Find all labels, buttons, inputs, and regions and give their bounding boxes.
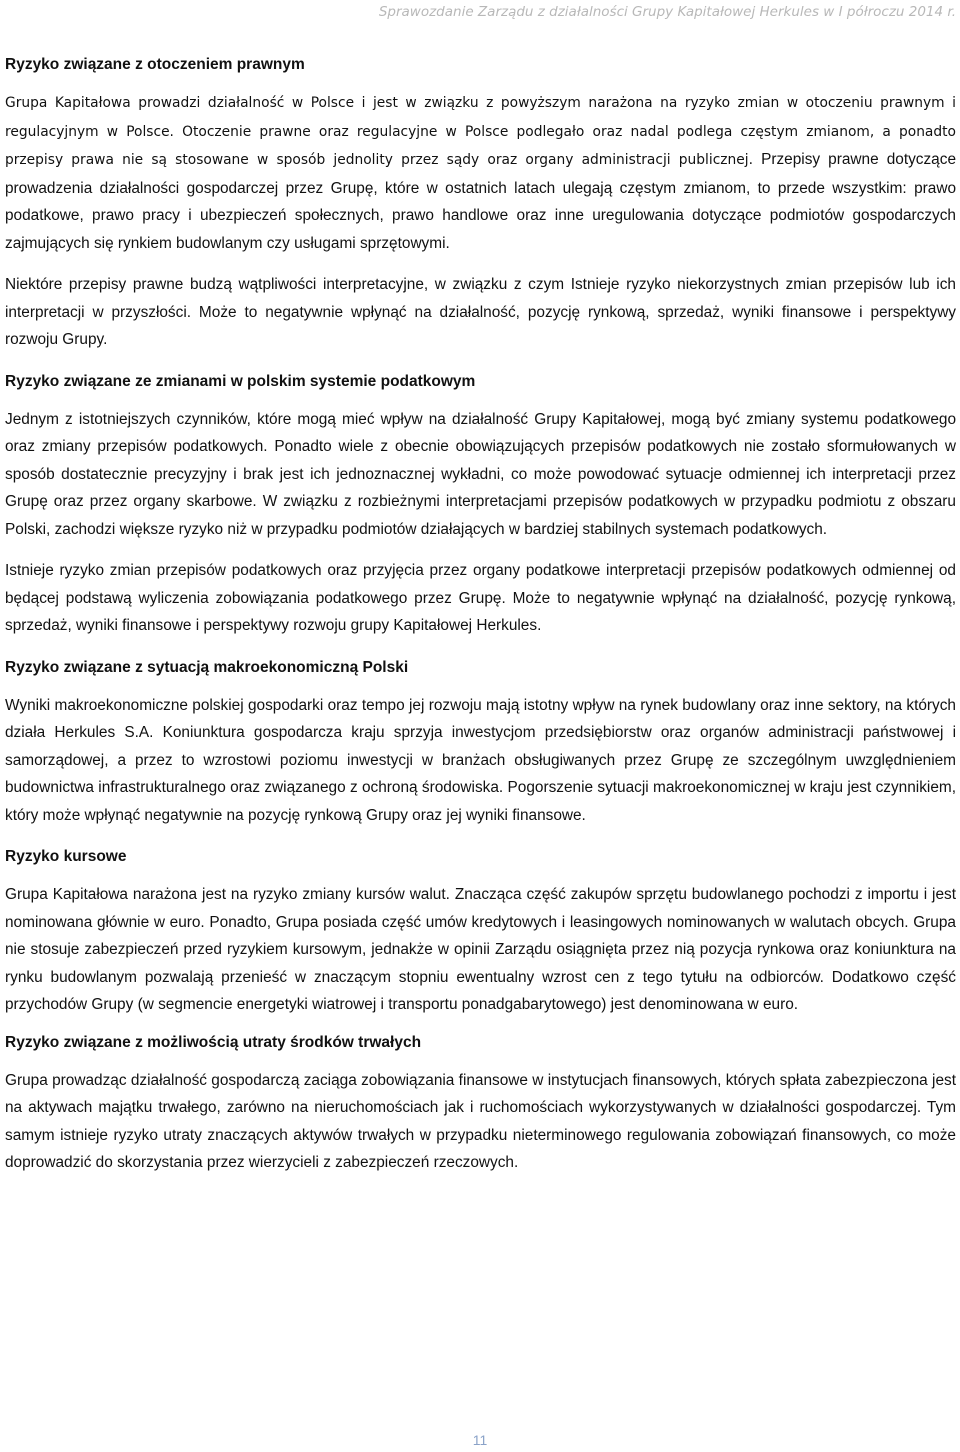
paragraph-macro-risk-1: Wyniki makroekonomiczne polskiej gospodarki oraz tempo jej rozwoju mają istotny wpływ na rynek budowlany oraz inne sektory, na których działa Herkules S.A. Koniunktura gospodarcza kraju sprzyja inwestycjom przedsiębiorstw oraz organów administracji państwowej i samorządowej, a przez to wzrostowi poziomu inwestycji w branżach obsługiwanych przez Grupę ze szczególnym uwzględnieniem budownictwa infrastrukturalnego oraz związanego z ochroną środowiska. Pogorszenie sytuacji makroekonomicznej w kraju jest czynnikiem, który może wpłynąć negatywnie na pozycję rynkową Grupy oraz jej wyniki finansowe. bbox=[5, 696, 956, 824]
paragraph-legal-risk-2: Niektóre przepisy prawne budzą wątpliwości interpretacyjne, w związku z czym Istnieje ryzyko niekorzystnych zmian przepisów lub ich interpretacji w przyszłości. Może to negatywnie wpłynąć na działalność, pozycję rynkową, sprzedaż, wyniki finansowe i perspektywy rozwoju Grupy. bbox=[5, 276, 956, 348]
paragraph-legal-risk-1-part2: Przepisy prawne dotyczące prowadzenia działalności gospodarczej przez Grupę, które w ostatnich latach ulegają częstym zmianom, to przede wszystkim: prawo podatkowe, prawo pracy i ubezpieczeń społecznych, prawo handlowe oraz inne uregulowania dotyczące podmiotów gospodarczych zajmujących się rynkiem budowlanym czy usługami sprzętowymi. bbox=[5, 151, 956, 252]
document-body bbox=[5, 55, 956, 1191]
paragraph-tax-risk-2: Istnieje ryzyko zmian przepisów podatkowych oraz przyjęcia przez organy podatkowe interpretacji przepisów podatkowych odmiennej od będącej podstawą wyliczenia zobowiązania podatkowego przez Grupę. Może to negatywnie wpłynąć na działalność, pozycję rynkową, sprzedaż, wyniki finansowe i perspektywy rozwoju grupy Kapitałowej Herkules. bbox=[5, 562, 956, 634]
page-number: 11 bbox=[472, 1432, 488, 1448]
paragraph-fx-risk-1: Grupa Kapitałowa narażona jest na ryzyko zmiany kursów walut. Znacząca część zakupów sprzętu budowlanego pochodzi z importu i jest nominowana głównie w euro. Ponadto, Grupa posiada część umów kredytowych i leasingowych nominowanych w walutach obcych. Grupa nie stosuje zabezpieczeń przed ryzykiem kursowym, jednakże w opinii Zarządu osiągnięta przez nią pozycja rynkowa oraz koniunktura na rynku budowlanym pozwalają przenieść w znaczącym stopniu ewentualny wzrost cen z tego tytułu na odbiorców. Dodatkowo część przychodów Grupy (w segmencie energetyki wiatrowej i transportu ponadgabarytowego) jest denominowana w euro. bbox=[5, 886, 956, 1013]
paragraph-fixed-assets-risk-1: Grupa prowadząc działalność gospodarczą zaciąga zobowiązania finansowe w instytucjach finansowych, których spłata zabezpieczona jest na aktywach majątku trwałego, zarówno na nieruchomościach jak i ruchomościach wykorzystywanych w działalności gospodarczej. Tym samym istnieje ryzyko utraty znaczących aktywów trwałych w przypadku nieterminowego regulowania zobowiązań finansowych, co może doprowadzić do skorzystania przez wierzycieli z zabezpieczeń rzeczowych. bbox=[5, 1071, 956, 1171]
heading-macro-risk: Ryzyko związane z sytuacją makroekonomiczną Polski bbox=[5, 658, 409, 676]
paragraph-tax-risk-1: Jednym z istotniejszych czynników, które mogą mieć wpływ na działalność Grupy Kapitałowej, mogą być zmiany systemu podatkowego oraz zmiany przepisów podatkowych. Ponadto wiele z obecnie obowiązujących przepisów podatkowych nie zostało sformułowanych w sposób dostatecznie precyzyjny i brak jest ich jednoznacznej wykładni, co może powodować sytuacje odmiennej ich interpretacji przez Grupę oraz przez organy skarbowe. W związku z rozbieżnymi interpretacjami przepisów podatkowych w przypadku podmiotu z obszaru Polski, zachodzi większe ryzyko niż w przypadku podmiotów działających w bardziej stabilnych systemach podatkowych. bbox=[5, 410, 956, 538]
heading-fixed-assets-risk: Ryzyko związane z możliwością utraty środków trwałych bbox=[5, 1033, 422, 1051]
heading-tax-risk: Ryzyko związane ze zmianami w polskim systemie podatkowym bbox=[5, 372, 476, 390]
heading-legal-risk: Ryzyko związane z otoczeniem prawnym bbox=[5, 56, 305, 73]
running-header: Sprawozdanie Zarządu z działalności Grupy Kapitałowej Herkules w I półroczu 2014 r. bbox=[378, 4, 956, 20]
paragraph-legal-risk-1-part1: Grupa Kapitałowa prowadzi działalność w Polsce i jest w związku z powyższym narażona na ryzyko zmian w otoczeniu prawnym i regulacyjnym w Polsce. Otoczenie prawne oraz regulacyjne w Polsce podlegało oraz nadal podlega częstym zmianom, a ponadto przepisy prawa nie są stosowane w sposób jednolity przez sądy oraz organy administracji publicznej. bbox=[5, 95, 956, 168]
heading-fx-risk: Ryzyko kursowe bbox=[5, 848, 127, 865]
paragraph-legal-risk-1 bbox=[5, 89, 956, 257]
